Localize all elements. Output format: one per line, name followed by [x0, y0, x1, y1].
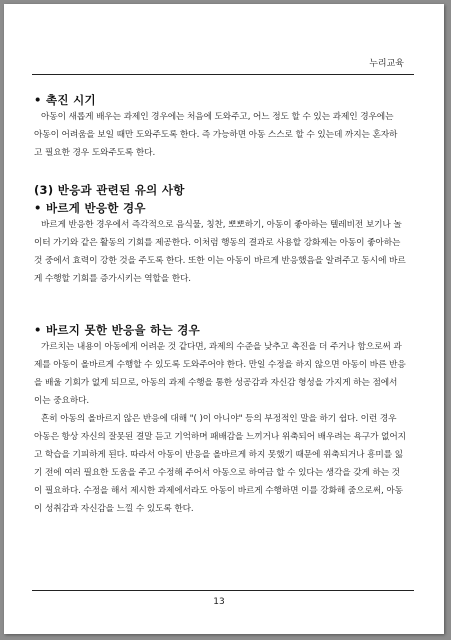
paragraph-incorrect-response-2: 흔히 아동의 올바르지 않은 반응에 대해 "( )이 아니야" 등의 부정적인 말을 하기 쉽다. 이런 경우 아동은 항상 자신의 잘못된 결말 듣고 기억하며 패배감을 느끼거나 위축되어 배우려는 욕구가 없어지고 학습을 기피하게 된다. 따라서 아동이 반응을 올바르게 하지 못했기 때문에 위축되거나 흥미를 잃기 전에 여러 필요한 도움을 주고 수정해 주어서 아동으로 하여금 할 수 있다는 생각을 갖게 하는 것이 필요하다. 수정을 해서 제시한 과제에서라도 아동이 바르게 수행하면 이를 강화해 줌으로써, 아동이 성취감과 자신감을 느낄 수 있도록 한다.	[34, 414, 406, 514]
header-rule	[32, 74, 414, 75]
document-page	[4, 4, 444, 634]
heading-promotion-timing: • 촉진 시기	[34, 93, 96, 107]
section-response-notes	[34, 182, 185, 198]
heading-response-notes: (3) 반응과 관련된 유의 사항	[34, 183, 185, 197]
heading-correct-response: • 바르게 반응한 경우	[34, 201, 146, 215]
section-incorrect-response	[34, 322, 406, 518]
paragraph-incorrect-response-1: 가르치는 내용이 아동에게 어려운 것 같다면, 과제의 수준을 낮추고 촉진을 더 주거나 함으로써 과제를 아동이 올바르게 수행할 수 있도록 도와주어야 한다. 만일 수정을 하지 않으면 아동이 바른 반응을 배울 기회가 없게 되므로, 아동의 과제 수행을 통한 성공감과 자신감 형성을 가지게 하는 점에서 이는 중요하다.	[34, 342, 406, 406]
section-correct-response	[34, 200, 406, 288]
footer-rule	[32, 590, 414, 591]
section-promotion-timing	[34, 92, 404, 172]
paragraph-promotion-timing: 아동이 새롭게 배우는 과제인 경우에는 처음에 도와주고, 어느 정도 할 수 있는 과제인 경우에는 아동이 어려움을 보일 때만 도와주도록 한다. 즉 가능하면 아동 스스로 할 수 있는데 까지는 혼자하고 필요한 경우 도와주도록 한다.	[34, 112, 398, 158]
page-number: 13	[213, 597, 225, 607]
paragraph-correct-response: 바르게 반응한 경우에서 즉각적으로 음식물, 칭찬, 뽀뽀하기, 아동이 좋아하는 텔레비전 보기나 놀이터 가기와 같은 활동의 기회를 제공한다. 이처럼 행동의 결과로 사용할 강화제는 아동이 좋아하는 것 중에서 효력이 강한 것을 주도록 한다. 또한 이는 아동이 바르게 반응했음을 알려주고 동시에 바르게 수행할 기회를 증가시키는 역할을 한다.	[34, 220, 406, 284]
running-header: 누리교육	[369, 59, 404, 69]
heading-incorrect-response: • 바르지 못한 반응을 하는 경우	[34, 323, 201, 337]
